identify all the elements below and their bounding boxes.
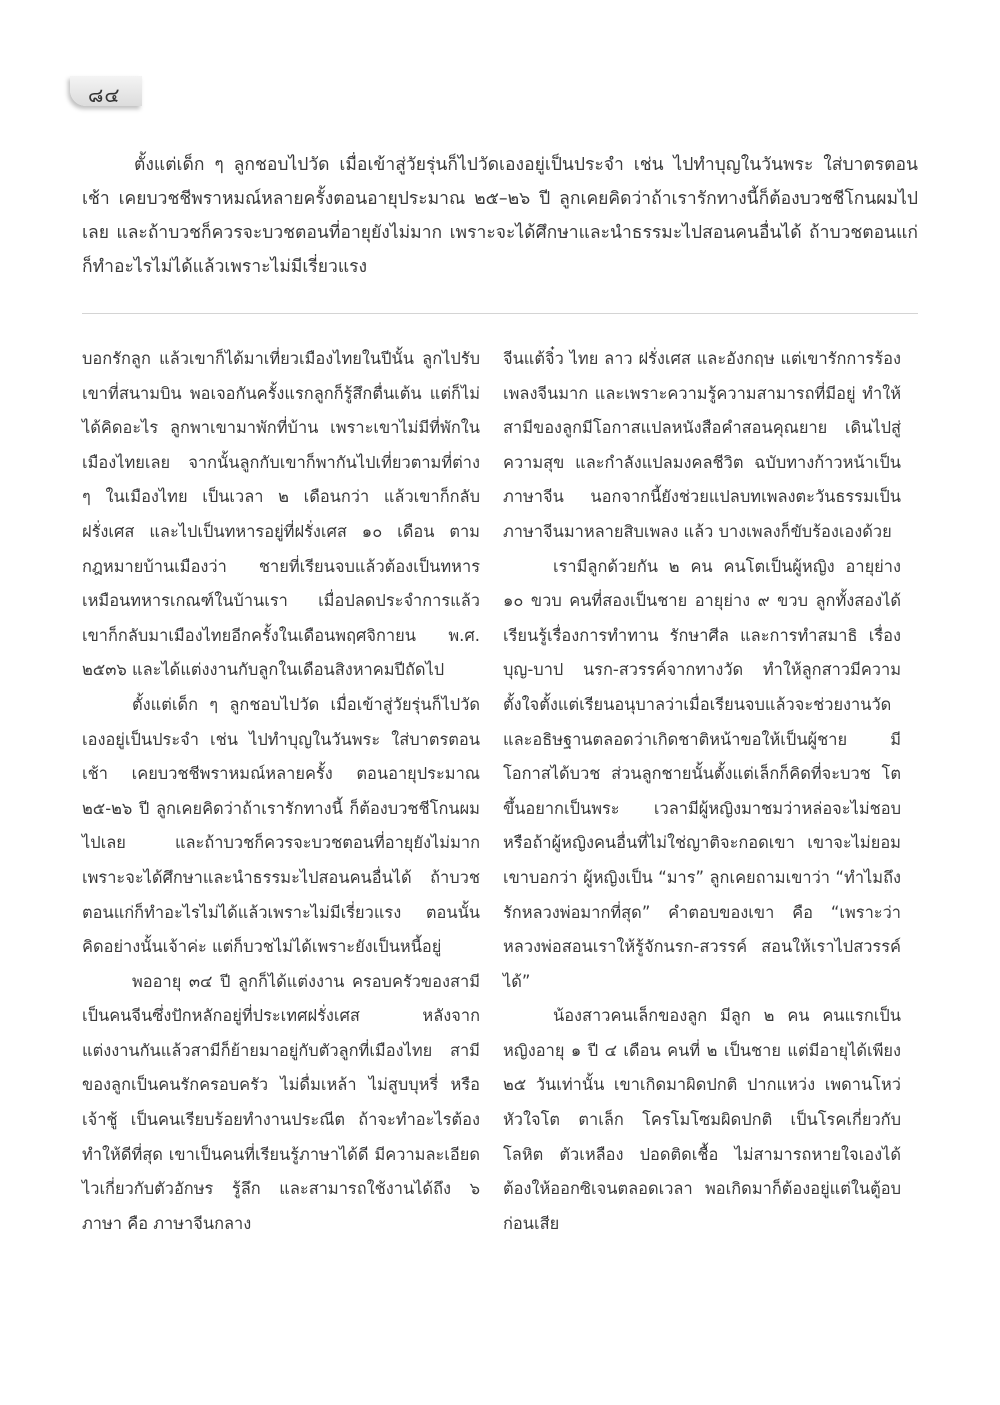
page-number: ๘๔: [88, 83, 121, 107]
intro-block: [82, 148, 918, 284]
left-paragraph-1: บอกรักลูก แล้วเขาก็ได้มาเที่ยวเมืองไทยในปีนั้น ลูกไปรับเขาที่สนามบิน พอเจอกันครั้งแรกลูกก็รู้สึกตื่นเต้น แต่ก็ไม่ได้คิดอะไร ลูกพาเขามาพักที่บ้าน เพราะเขาไม่มีที่พักในเมืองไทยเลย จากนั้นลูกกับเขาก็พากันไปเที่ยวตามที่ต่าง ๆ ในเมืองไทย เป็นเวลา ๒ เดือนกว่า แล้วเขาก็กลับฝรั่งเศส และไปเป็นทหารอยู่ที่ฝรั่งเศส ๑๐ เดือน ตามกฎหมายบ้านเมืองว่า ชายที่เรียนจบแล้วต้องเป็นทหารเหมือนทหารเกณฑ์ในบ้านเรา เมื่อปลดประจำการแล้วเขาก็กลับมาเมืองไทยอีกครั้งในเดือนพฤศจิกายน พ.ศ. ๒๕๓๖ และได้แต่งงานกับลูกในเดือนสิงหาคมปีถัดไป: [82, 349, 480, 680]
left-column: [82, 342, 480, 1241]
right-paragraph-1: จีนแต้จิ๋ว ไทย ลาว ฝรั่งเศส และอังกฤษ แต่เขารักการร้องเพลงจีนมาก และเพราะความรู้ความสามารถที่มีอยู่ ทำให้สามีของลูกมีโอกาสแปลหนังสือคำสอนคุณยาย เดินไปสู่ความสุข และกำลังแปลมงคลชีวิต ฉบับทางก้าวหน้าเป็นภาษาจีน นอกจากนี้ยังช่วยแปลบทเพลงตะวันธรรมเป็นภาษาจีนมาหลายสิบเพลง แล้ว บางเพลงก็ขับร้องเองด้วย: [503, 349, 901, 541]
right-paragraph-3: น้องสาวคนเล็กของลูก มีลูก ๒ คน คนแรกเป็นหญิงอายุ ๑ ปี ๔ เดือน คนที่ ๒ เป็นชาย แต่มีอายุได้เพียง ๒๕ วันเท่านั้น เขาเกิดมาผิดปกติ ปากแหว่ง เพดานโหว่ หัวใจโต ตาเล็ก โครโมโซมผิดปกติ เป็นโรคเกี่ยวกับโลหิต ตัวเหลือง ปอดติดเชื้อ ไม่สามารถหายใจเองได้ ต้องให้ออกซิเจนตลอดเวลา พอเกิดมาก็ต้องอยู่แต่ในตู้อบ ก่อนเสีย: [503, 1006, 901, 1233]
section-divider: [82, 313, 918, 314]
intro-paragraph: ตั้งแต่เด็ก ๆ ลูกชอบไปวัด เมื่อเข้าสู่วัยรุ่นก็ไปวัดเองอยู่เป็นประจำ เช่น ไปทำบุญในวันพระ ใส่บาตรตอนเช้า เคยบวชชีพราหมณ์หลายครั้งตอนอายุประมาณ ๒๕–๒๖ ปี ลูกเคยคิดว่าถ้าเรารักทางนี้ก็ต้องบวชชีโกนผมไปเลย และถ้าบวชก็ควรจะบวชตอนที่อายุยังไม่มาก เพราะจะได้ศึกษาและนำธรรมะไปสอนคนอื่นได้ ถ้าบวชตอนแก่ก็ทำอะไรไม่ได้แล้วเพราะไม่มีเรี่ยวแรง: [82, 155, 918, 277]
left-paragraph-2: ตั้งแต่เด็ก ๆ ลูกชอบไปวัด เมื่อเข้าสู่วัยรุ่นก็ไปวัดเองอยู่เป็นประจำ เช่น ไปทำบุญในวันพระ ใส่บาตรตอนเช้า เคยบวชชีพราหมณ์หลายครั้ง ตอนอายุประมาณ ๒๕-๒๖ ปี ลูกเคยคิดว่าถ้าเรารักทางนี้ ก็ต้องบวชชีโกนผมไปเลย และถ้าบวชก็ควรจะบวชตอนที่อายุยังไม่มาก เพราะจะได้ศึกษาและนำธรรมะไปสอนคนอื่นได้ ถ้าบวชตอนแก่ก็ทำอะไรไม่ได้แล้วเพราะไม่มีเรี่ยวแรง ตอนนั้นคิดอย่างนั้นเจ้าค่ะ แต่ก็บวชไม่ได้เพราะยังเป็นหนี้อยู่: [82, 694, 480, 957]
right-column: [503, 342, 901, 1241]
left-paragraph-3: พออายุ ๓๔ ปี ลูกก็ได้แต่งงาน ครอบครัวของสามีเป็นคนจีนซึ่งปักหลักอยู่ที่ประเทศฝรั่งเศส หลังจากแต่งงานกันแล้วสามีก็ย้ายมาอยู่กับตัวลูกที่เมืองไทย สามีของลูกเป็นคนรักครอบครัว ไม่ดื่มเหล้า ไม่สูบบุหรี่ หรือเจ้าชู้ เป็นคนเรียบร้อยทำงานประณีต ถ้าจะทำอะไรต้องทำให้ดีที่สุด เขาเป็นคนที่เรียนรู้ภาษาได้ดี มีความละเอียด ไวเกี่ยวกับตัวอักษร รู้ลึก และสามารถใช้งานได้ถึง ๖ ภาษา คือ ภาษาจีนกลาง: [82, 971, 480, 1233]
right-paragraph-2: เรามีลูกด้วยกัน ๒ คน คนโตเป็นผู้หญิง อายุย่าง ๑๐ ขวบ คนที่สองเป็นชาย อายุย่าง ๙ ขวบ ลูกทั้งสองได้เรียนรู้เรื่องการทำทาน รักษาศีล และการทำสมาธิ เรื่องบุญ-บาป นรก-สวรรค์จากทางวัด ทำให้ลูกสาวมีความตั้งใจตั้งแต่เรียนอนุบาลว่าเมื่อเรียนจบแล้วจะช่วยงานวัด และอธิษฐานตลอดว่าเกิดชาติหน้าขอให้เป็นผู้ชาย มีโอกาสได้บวช ส่วนลูกชายนั้นตั้งแต่เล็กก็คิดที่จะบวช โตขึ้นอยากเป็นพระ เวลามีผู้หญิงมาชมว่าหล่อจะไม่ชอบ หรือถ้าผู้หญิงคนอื่นที่ไม่ใช่ญาติจะกอดเขา เขาจะไม่ยอม เขาบอกว่า ผู้หญิงเป็น “มาร” ลูกเคยถามเขาว่า “ทำไมถึงรักหลวงพ่อมากที่สุด” คำตอบของเขา คือ “เพราะว่าหลวงพ่อสอนเราให้รู้จักนรก-สวรรค์ สอนให้เราไปสวรรค์ได้”: [503, 556, 901, 991]
